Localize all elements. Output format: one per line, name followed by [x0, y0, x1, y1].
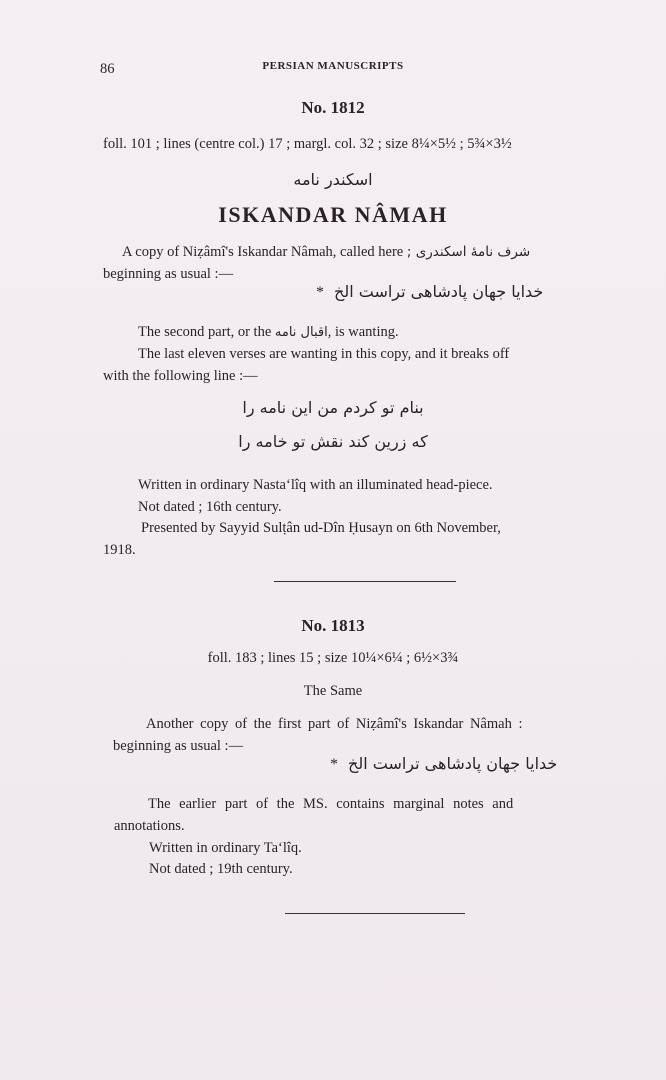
paragraph-line: 1918.	[103, 542, 136, 558]
entry-subtitle: The Same	[303, 683, 363, 699]
paragraph-line: beginning as usual :—	[103, 266, 234, 282]
section-divider	[285, 913, 465, 914]
paragraph-line: with the following line :—	[103, 368, 258, 384]
paragraph-line: Written in ordinary Nasta‘lîq with an illuminated head-piece.	[138, 477, 493, 493]
paragraph-text: , is wanting.	[327, 324, 399, 340]
verse-star: *	[316, 284, 324, 301]
paragraph-line: annotations.	[114, 818, 185, 834]
persian-title: اسکندر نامه	[293, 170, 373, 189]
persian-phrase: اقبال نامه	[274, 325, 328, 340]
paragraph-line: Another copy of the first part of Niẓâmî's Iskandar Nâmah :	[146, 716, 523, 732]
paragraph-line: beginning as usual :—	[113, 738, 244, 754]
verse-star: *	[330, 756, 338, 773]
paragraph-line: The last eleven verses are wanting in this copy, and it breaks off	[138, 346, 510, 362]
paragraph-text: A copy of Niẓâmî's Iskandar Nâmah, called here	[122, 244, 404, 260]
persian-verse: خدایا جهان پادشاهی تراست الخ	[348, 754, 558, 773]
page-number: 86	[100, 61, 115, 77]
entry-title: ISKANDAR NÂMAH	[218, 202, 448, 227]
paragraph-line	[138, 324, 399, 341]
paragraph-text: The second part, or the	[138, 324, 272, 340]
persian-phrase: شرف نامهٔ اسکندری ;	[406, 244, 531, 260]
paragraph-line: Presented by Sayyid Sulṭân ud-Dîn Ḥusayn on 6th November,	[141, 520, 501, 536]
paragraph-line: Not dated ; 19th century.	[149, 861, 293, 877]
paragraph-line: Not dated ; 16th century.	[138, 499, 282, 515]
persian-verse: بنام تو کردم من این نامه را	[242, 398, 424, 417]
section-divider	[274, 581, 456, 582]
running-head: PERSIAN MANUSCRIPTS	[262, 60, 404, 72]
paragraph-line: The earlier part of the MS. contains marginal notes and	[148, 796, 514, 812]
paragraph-line	[122, 244, 530, 261]
entry-details: foll. 183 ; lines 15 ; size 10¼×6¼ ; 6½×3¾	[207, 650, 459, 666]
verse-line	[316, 282, 543, 302]
entry-number: No. 1812	[301, 98, 365, 117]
entry-details: foll. 101 ; lines (centre col.) 17 ; margl. col. 32 ; size 8¼×5½ ; 5¾×3½	[103, 136, 512, 152]
entry-number: No. 1813	[301, 616, 365, 635]
persian-verse: خدایا جهان پادشاهی تراست الخ	[334, 282, 544, 301]
paragraph-line: Written in ordinary Ta‘lîq.	[149, 840, 302, 856]
persian-verse: که زرین کند نقش تو خامه را	[238, 432, 428, 451]
verse-line	[330, 754, 557, 774]
